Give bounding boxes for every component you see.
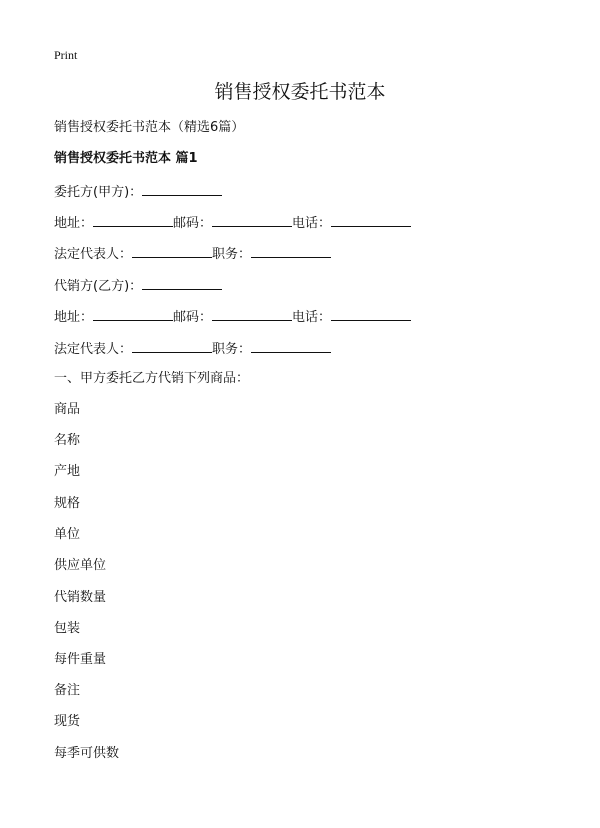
- party-b-phone-label: 电话：: [292, 310, 332, 325]
- party-a-address-blank: [93, 213, 173, 227]
- party-a-postcode-label: 邮码：: [173, 216, 213, 231]
- item-row: 单位: [54, 527, 81, 542]
- item-row: 现货: [54, 714, 81, 729]
- party-b-rep-blank: [132, 339, 212, 353]
- item-row: 供应单位: [54, 558, 107, 573]
- item-row: 每季可供数: [54, 746, 120, 761]
- document-title: 销售授权委托书范本: [214, 81, 386, 103]
- party-a-phone-blank: [331, 213, 411, 227]
- party-a-rep-line: [54, 244, 331, 264]
- party-b-address-label: 地址：: [54, 310, 94, 325]
- party-b-line: [54, 276, 222, 296]
- party-b-postcode-label: 邮码：: [173, 310, 213, 325]
- party-b-phone-blank: [331, 307, 411, 321]
- clause-1: 一、甲方委托乙方代销下列商品：: [54, 371, 250, 386]
- party-a-position-label: 职务：: [212, 247, 252, 262]
- party-b-rep-label: 法定代表人：: [54, 342, 133, 357]
- party-b-rep-line: [54, 339, 331, 359]
- party-a-position-blank: [251, 244, 331, 258]
- party-a-phone-label: 电话：: [292, 216, 332, 231]
- party-a-rep-label: 法定代表人：: [54, 247, 133, 262]
- party-b-blank: [142, 276, 222, 290]
- party-a-blank: [142, 182, 222, 196]
- party-a-label: 委托方(甲方)：: [54, 185, 143, 200]
- party-a-postcode-blank: [212, 213, 292, 227]
- party-a-line: [54, 182, 222, 202]
- item-row: 代销数量: [54, 590, 107, 605]
- item-row: 包装: [54, 621, 81, 636]
- party-b-postcode-blank: [212, 307, 292, 321]
- party-b-position-blank: [251, 339, 331, 353]
- party-a-rep-blank: [132, 244, 212, 258]
- party-a-address-label: 地址：: [54, 216, 94, 231]
- item-row: 名称: [54, 433, 81, 448]
- item-row: 每件重量: [54, 652, 107, 667]
- party-b-label: 代销方(乙方)：: [54, 279, 143, 294]
- item-row: 产地: [54, 464, 81, 479]
- item-row: 商品: [54, 402, 81, 417]
- party-b-position-label: 职务：: [212, 342, 252, 357]
- item-row: 备注: [54, 683, 81, 698]
- item-row: 规格: [54, 496, 81, 511]
- subtitle: 销售授权委托书范本（精选6篇）: [54, 120, 245, 135]
- party-a-contact-line: [54, 213, 411, 233]
- print-label: Print: [54, 48, 78, 62]
- section-heading: 销售授权委托书范本 篇1: [54, 151, 198, 166]
- party-b-address-blank: [93, 307, 173, 321]
- party-b-contact-line: [54, 307, 411, 327]
